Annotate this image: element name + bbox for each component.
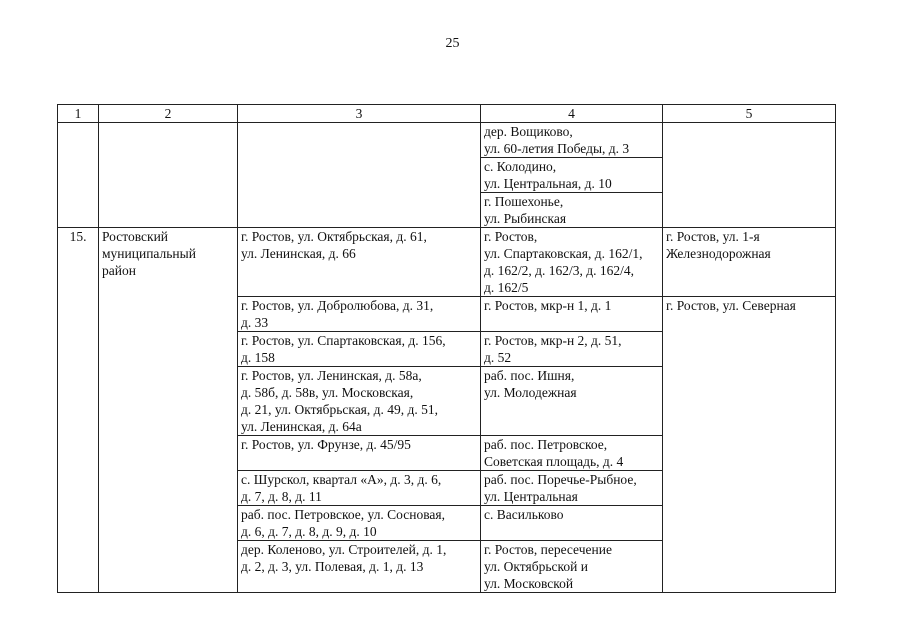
cell-col3-empty [238,123,481,228]
cell-col5: г. Ростов, ул. 1-я Железнодорожная [663,228,836,297]
cell-col4: г. Пошехонье, ул. Рыбинская [481,193,663,228]
cell-col4: г. Ростов, мкр-н 1, д. 1 [481,297,663,332]
column-header-1: 1 [58,105,99,123]
cell-col4: г. Ростов, пересечение ул. Октябрьской и ул. Московской [481,541,663,593]
row-number: 15. [58,228,99,593]
column-header-2: 2 [99,105,238,123]
cell-col4: с. Васильково [481,506,663,541]
cell-col4: раб. пос. Петровское, Советская площадь, д. 4 [481,436,663,471]
table-row [58,228,836,297]
cell-col3: г. Ростов, ул. Фрунзе, д. 45/95 [238,436,481,471]
cell-col3: дер. Коленово, ул. Строителей, д. 1, д. 2, д. 3, ул. Полевая, д. 1, д. 13 [238,541,481,593]
cell-col1-empty [58,123,99,228]
cell-col2-empty [99,123,238,228]
polling-stations-table [57,104,836,593]
cell-col3: г. Ростов, ул. Ленинская, д. 58а, д. 58б, д. 58в, ул. Московская, д. 21, ул. Октябрьская, д. 49, д. 51, ул. Ленинская, д. 64а [238,367,481,436]
cell-col3: г. Ростов, ул. Октябрьская, д. 61, ул. Ленинская, д. 66 [238,228,481,297]
column-header-4: 4 [481,105,663,123]
cell-col3: с. Шурскол, квартал «А», д. 3, д. 6, д. 7, д. 8, д. 11 [238,471,481,506]
page-number: 25 [445,36,460,51]
table-row [58,123,836,158]
cell-col4: раб. пос. Ишня, ул. Молодежная [481,367,663,436]
header-row [58,105,836,123]
column-header-5: 5 [663,105,836,123]
cell-col4: раб. пос. Поречье-Рыбное, ул. Центральная [481,471,663,506]
cell-col3: г. Ростов, ул. Спартаковская, д. 156, д. 158 [238,332,481,367]
cell-col4: г. Ростов, мкр-н 2, д. 51, д. 52 [481,332,663,367]
cell-col5: г. Ростов, ул. Северная [663,297,836,593]
cell-col4: г. Ростов, ул. Спартаковская, д. 162/1, д. 162/2, д. 162/3, д. 162/4, д. 162/5 [481,228,663,297]
cell-col5-empty [663,123,836,228]
cell-col4: с. Колодино, ул. Центральная, д. 10 [481,158,663,193]
column-header-3: 3 [238,105,481,123]
cell-col3: г. Ростов, ул. Добролюбова, д. 31, д. 33 [238,297,481,332]
cell-col3: раб. пос. Петровское, ул. Сосновая, д. 6, д. 7, д. 8, д. 9, д. 10 [238,506,481,541]
cell-col4: дер. Вощиково, ул. 60-летия Победы, д. 3 [481,123,663,158]
district-name: Ростовский муниципальный район [99,228,238,593]
